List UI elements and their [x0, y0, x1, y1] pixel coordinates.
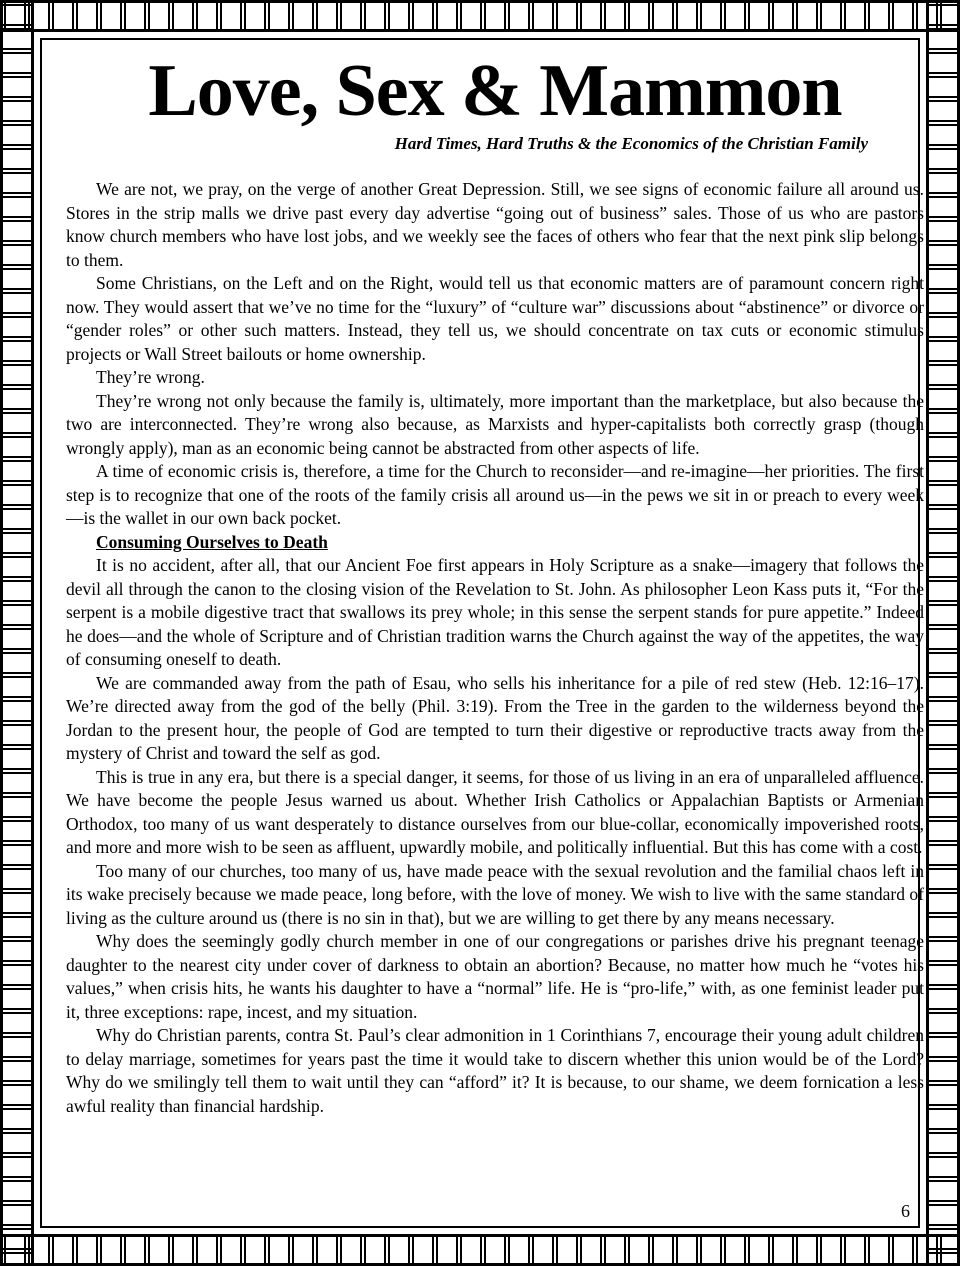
- greek-key-border-bottom: [0, 1234, 960, 1266]
- paragraph: It is no accident, after all, that our Ancient Foe first appears in Holy Scripture as a snake—imagery that follows the devil all through the canon to the closing vision of the Revelation to St. John. As philosopher Leon Kass puts it, “For the serpent is a mobile digestive tract that swallows its prey whole; in this sense the serpent stands for pure appetite.” Indeed he does—and the whole of Scripture and of Christian tradition warns the Church against the way of the appetites, the way of consuming oneself to death.: [66, 555, 924, 669]
- paragraph: They’re wrong.: [96, 367, 205, 387]
- article-body: [66, 52, 924, 1118]
- paragraph: Why do Christian parents, contra St. Paul’s clear admonition in 1 Corinthians 7, encourage their young adult children to delay marriage, sometimes for years past the time it would take to discern whether this union would be of the Lord? Why do we smilingly tell them to wait until they can “afford” it? It is because, to our shame, we deem fornication a less awful reality than financial hardship.: [66, 1025, 924, 1116]
- section-heading: Consuming Ourselves to Death: [96, 531, 328, 552]
- article-subtitle: Hard Times, Hard Truths & the Economics of the Christian Family: [394, 134, 868, 153]
- article-title: Love, Sex & Mammon: [148, 50, 842, 132]
- paragraph: Some Christians, on the Left and on the Right, would tell us that economic matters are of paramount concern right now. They would assert that we’ve no time for the “luxury” of “culture war” discussions about “abstinence” or divorce or “gender roles” or other such matters. Instead, they tell us, we should concentrate on tax cuts or economic stimulus projects or Wall Street bailouts or home ownership.: [66, 273, 924, 364]
- paragraph: We are commanded away from the path of Esau, who sells his inheritance for a pile of red stew (Heb. 12:16–17). We’re directed away from the god of the belly (Phil. 3:19). From the Tree in the garden to the wilderness beyond the Jordan to the present hour, the people of God are tempted to turn their digestive or reproductive tracts away from the mystery of Christ and toward the self as god.: [66, 672, 924, 763]
- greek-key-border-right: [926, 0, 960, 1266]
- greek-key-border-top: [0, 0, 960, 32]
- paragraph: Too many of our churches, too many of us, have made peace with the sexual revolution and the familial chaos left in its wake precisely because we made peace, long before, with the love of money. We wish to live with the same standard of living as the culture around us (there is no sin in that), but we are willing to get there by any means necessary.: [66, 860, 924, 928]
- page-number: 6: [901, 1201, 910, 1221]
- greek-key-border-left: [0, 0, 34, 1266]
- paragraph: This is true in any era, but there is a special danger, it seems, for those of us living in an era of unparalleled affluence. We have become the people Jesus warned us about. Whether Irish Catholics or Appalachian Baptists or Armenian Orthodox, too many of us want desperately to distance ourselves from our blue-collar, economically impoverished roots, and more and more wish to be seen as affluent, upwardly mobile, and politically influential. But this has come with a cost.: [66, 766, 924, 857]
- paragraph: A time of economic crisis is, therefore, a time for the Church to reconsider—and re-imagine—her priorities. The first step is to recognize that one of the roots of the family crisis all around us—in the pews we sit in or preach to every week—is the wallet in our own back pocket.: [66, 461, 924, 528]
- paragraph: We are not, we pray, on the verge of another Great Depression. Still, we see signs of economic failure all around us. Stores in the strip malls we drive past every day advertise “going out of business” sales. Those of us who are pastors know church members who have lost jobs, and we weekly see the faces of others who fear that the next pink slip belongs to them.: [66, 179, 924, 270]
- paragraph: They’re wrong not only because the family is, ultimately, more important than the marketplace, but also because the two are interconnected. They’re wrong also because, as Marxists and hyper-capitalists both correctly grasp (though wrongly apply), man as an economic being cannot be abstracted from other aspects of life.: [66, 390, 924, 458]
- paragraph: Why does the seemingly godly church member in one of our congregations or parishes drive his pregnant teenage daughter to the nearest city under cover of darkness to obtain an abortion? Because, no matter how much he “votes his values,” when crisis hits, he wants his daughter to have a “normal” life. He is “pro-life,” with, as one feminist leader put it, three exceptions: rape, incest, and my situation.: [66, 931, 924, 1022]
